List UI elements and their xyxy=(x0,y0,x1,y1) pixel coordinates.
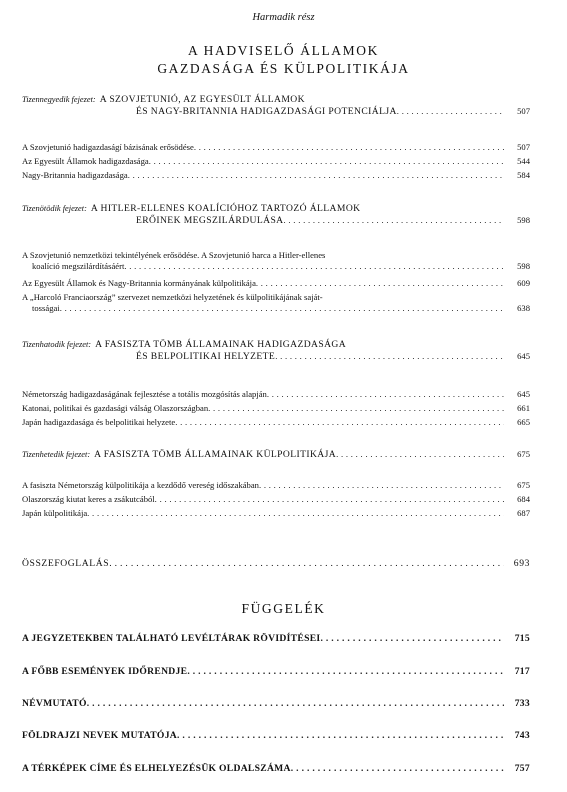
appendix-title: FÜGGELÉK xyxy=(241,601,326,616)
toc-entry[interactable]: Az Egyesült Államok hadigazdasága . . . 544 xyxy=(22,156,530,167)
toc-entry[interactable]: Japán hadigazdasága és belpolitikai helyzete . . . 665 xyxy=(22,417,530,428)
chapter-14-heading[interactable] xyxy=(22,94,530,118)
main-title-line-1: A HADVISELŐ ÁLLAMOK xyxy=(188,43,379,58)
chapter-title-line-1: A SZOVJETUNIÓ, AZ EGYESÜLT ÁLLAMOK xyxy=(99,94,305,105)
chapter-title-line-2: ERŐINEK MEGSZILÁRDULÁSA xyxy=(136,215,284,226)
toc-entry[interactable]: Katonai, politikai és gazdasági válság Olaszországban . . . 661 xyxy=(22,403,530,414)
chapter-title-line-1: A FASISZTA TÖMB ÁLLAMAINAK KÜLPOLITIKÁJA xyxy=(94,449,337,460)
toc-entry[interactable]: A Szovjetunió hadigazdaságí bázisának erősödése . . . 507 xyxy=(22,142,530,153)
chapter-label: Tizenötödik fejezet: xyxy=(22,204,87,213)
chapter-label: Tizenhetedik fejezet: xyxy=(22,450,91,459)
appendix-entry[interactable]: A FŐBB ESEMÉNYEK IDŐRENDJE . . . 717 xyxy=(22,666,530,677)
main-title-line-2: GAZDASÁGA ÉS KÜLPOLITIKÁJA xyxy=(157,61,410,76)
toc-entry[interactable]: Az Egyesült Államok és Nagy-Britannia kormányának külpolitikája . . . 609 xyxy=(22,278,530,289)
toc-entry[interactable]: A „Harcoló Franciaország” szervezet nemzetközi helyzetének és külpolitikájának saját- tosságai . . . 638 xyxy=(22,292,530,314)
toc-entry[interactable]: Olaszország kiutat keres a zsákutcából . . . 684 xyxy=(22,494,530,505)
part-label: Harmadik rész xyxy=(252,12,315,23)
page-number: 598 xyxy=(517,215,530,225)
toc-entry[interactable]: A Szovjetunió nemzetközi tekintélyének erősödése. A Szovjetunió harca a Hitler-ellenes koalíció megszilárdításáért . . . 598 xyxy=(22,250,530,272)
appendix-entry[interactable]: FÖLDRAJZI NEVEK MUTATÓJA . . . 743 xyxy=(22,730,530,741)
appendix-entry[interactable]: A TÉRKÉPEK CÍME ÉS ELHELYEZÉSÜK OLDALSZÁMA . . . 757 xyxy=(22,763,530,774)
main-title xyxy=(0,42,567,78)
toc-entry[interactable]: Japán külpolitikája . . . 687 xyxy=(22,508,530,519)
chapter-label: Tizennegyedik fejezet: xyxy=(22,95,96,104)
page-number: 675 xyxy=(517,449,530,459)
appendix-entry[interactable]: A JEGYZETEKBEN TALÁLHATÓ LEVÉLTÁRAK RÖVIDÍTÉSEI . . . 715 xyxy=(22,633,530,644)
chapter-label: Tizenhatodik fejezet: xyxy=(22,340,92,349)
appendix-entry[interactable]: NÉVMUTATÓ . . . 733 xyxy=(22,698,530,709)
summary-entry[interactable]: ÖSSZEFOGLALÁS . . . 693 xyxy=(22,558,530,569)
toc-entry[interactable]: A fasiszta Németország külpolitikája a kezdődő vereség időszakában . . . 675 xyxy=(22,480,530,491)
chapter-17-heading[interactable] xyxy=(22,449,530,461)
toc-entry[interactable]: Nagy-Britannia hadigazdasága . . . 584 xyxy=(22,170,530,181)
chapter-16-heading[interactable] xyxy=(22,339,530,363)
chapter-title-line-2: ÉS BELPOLITIKAI HELYZETE xyxy=(136,351,276,362)
chapter-title-line-1: A FASISZTA TÖMB ÁLLAMAINAK HADIGAZDASÁGA xyxy=(95,339,347,350)
page-number: 507 xyxy=(517,106,530,116)
chapter-title-line-2: ÉS NAGY-BRITANNIA HADIGAZDASÁGI POTENCIÁLJA xyxy=(136,106,397,117)
toc-entry[interactable]: Németország hadigazdaságának fejlesztése a totális mozgósítás alapján . . . 645 xyxy=(22,389,530,400)
chapter-15-heading[interactable] xyxy=(22,203,530,227)
page-number: 645 xyxy=(517,351,530,361)
chapter-title-line-1: A HITLER-ELLENES KOALÍCIÓHOZ TARTOZÓ ÁLLAMOK xyxy=(90,203,361,214)
